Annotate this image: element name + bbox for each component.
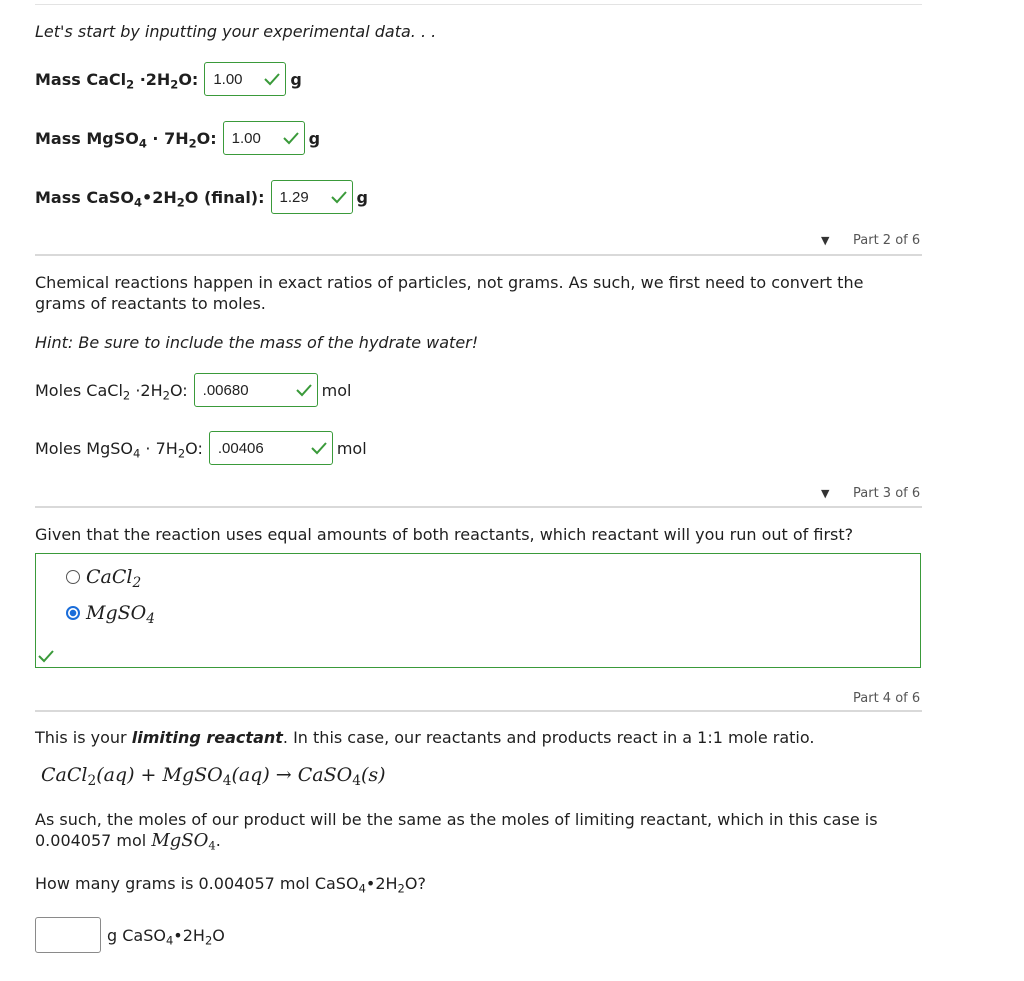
option-cacl2-label: CaCl$_2$ xyxy=(86,566,142,592)
part-3-divider xyxy=(35,506,922,508)
mass-cacl2-unit: g xyxy=(290,69,302,89)
limiting-reactant-text: This is your limiting reactant. In this case, our reactants and products react in a 1:1 mole ratio. xyxy=(35,728,815,747)
moles-product-text: As such, the moles of our product will be the same as the moles of limiting reactant, which in this case is xyxy=(35,810,878,829)
part-3-question: Given that the reaction uses equal amounts of both reactants, which reactant will you run out of first? xyxy=(35,525,854,544)
option-mgso4-label: MgSO$_4$ xyxy=(86,602,155,628)
hint-text: Hint: Be sure to include the mass of the hydrate water! xyxy=(35,333,479,352)
mass-caso4-label: Mass $CaSO_4•2H_2O$ (final): xyxy=(35,187,265,209)
mass-caso4-unit: g xyxy=(356,187,368,207)
mass-cacl2-label: Mass CaCl$_2$ $\cdot 2H_2O$: xyxy=(35,69,199,91)
mass-mgso4-unit: g xyxy=(308,128,321,148)
mass-cacl2-input[interactable]: 1.00 xyxy=(204,62,286,96)
check-icon xyxy=(263,71,281,87)
moles-cacl2-unit: mol xyxy=(321,380,352,400)
grams-answer-row xyxy=(35,917,225,953)
check-icon xyxy=(310,440,328,456)
mass-caso4-row xyxy=(35,180,368,214)
reaction-equation: CaCl$_2$(aq) + MgSO$_4$(aq) → CaSO$_4$(s) xyxy=(41,764,386,790)
mass-mgso4-input[interactable]: 1.00 xyxy=(223,121,305,155)
part-2-label: Part 2 of 6 xyxy=(853,233,921,248)
moles-mgso4-unit: mol xyxy=(336,438,367,458)
moles-cacl2-label: Moles CaCl$_2$ $\cdot 2H_2O$: xyxy=(35,380,188,402)
collapse-triangle-icon[interactable]: ▼ xyxy=(821,234,830,247)
radio-button[interactable] xyxy=(66,570,80,584)
check-icon xyxy=(330,189,348,205)
mass-caso4-input[interactable]: 1.29 xyxy=(271,180,353,214)
part-2-paragraph: Chemical reactions happen in exact ratios of particles, not grams. As such, we first need to convert the xyxy=(35,273,864,292)
radio-button-selected[interactable] xyxy=(66,606,80,620)
mass-mgso4-label: Mass MgSO$_4$ · $7H_2O$: xyxy=(35,128,217,150)
top-divider xyxy=(35,4,922,5)
intro-text: Let's start by inputting your experimental data. . . xyxy=(35,22,437,41)
part-2-divider xyxy=(35,254,922,256)
moles-product-text-line2: 0.004057 mol MgSO$_4$. xyxy=(35,830,221,853)
mass-cacl2-row xyxy=(35,62,302,96)
grams-answer-unit: g $CaSO_4•2H_2O$ xyxy=(107,925,225,947)
moles-mgso4-row xyxy=(35,431,367,465)
part-2-paragraph-line2: grams of reactants to moles. xyxy=(35,294,266,313)
grams-question: How many grams is 0.004057 mol $CaSO_4•2H_2O$? xyxy=(35,874,426,896)
check-icon xyxy=(295,382,313,398)
grams-answer-input[interactable] xyxy=(35,917,101,953)
answer-choices-box xyxy=(35,553,921,668)
collapse-triangle-icon[interactable]: ▼ xyxy=(821,487,830,500)
check-icon xyxy=(282,130,300,146)
moles-mgso4-input[interactable]: .00406 xyxy=(209,431,333,465)
moles-cacl2-row xyxy=(35,373,351,407)
mass-mgso4-row xyxy=(35,121,320,155)
part-4-label: Part 4 of 6 xyxy=(853,691,921,706)
option-cacl2[interactable] xyxy=(66,566,142,592)
moles-cacl2-input[interactable]: .00680 xyxy=(194,373,318,407)
part-3-label: Part 3 of 6 xyxy=(853,486,921,501)
moles-mgso4-label: Moles MgSO$_4$ · $7H_2O$: xyxy=(35,438,203,460)
check-icon xyxy=(37,648,55,664)
option-mgso4[interactable] xyxy=(66,602,155,628)
part-4-divider xyxy=(35,710,922,712)
